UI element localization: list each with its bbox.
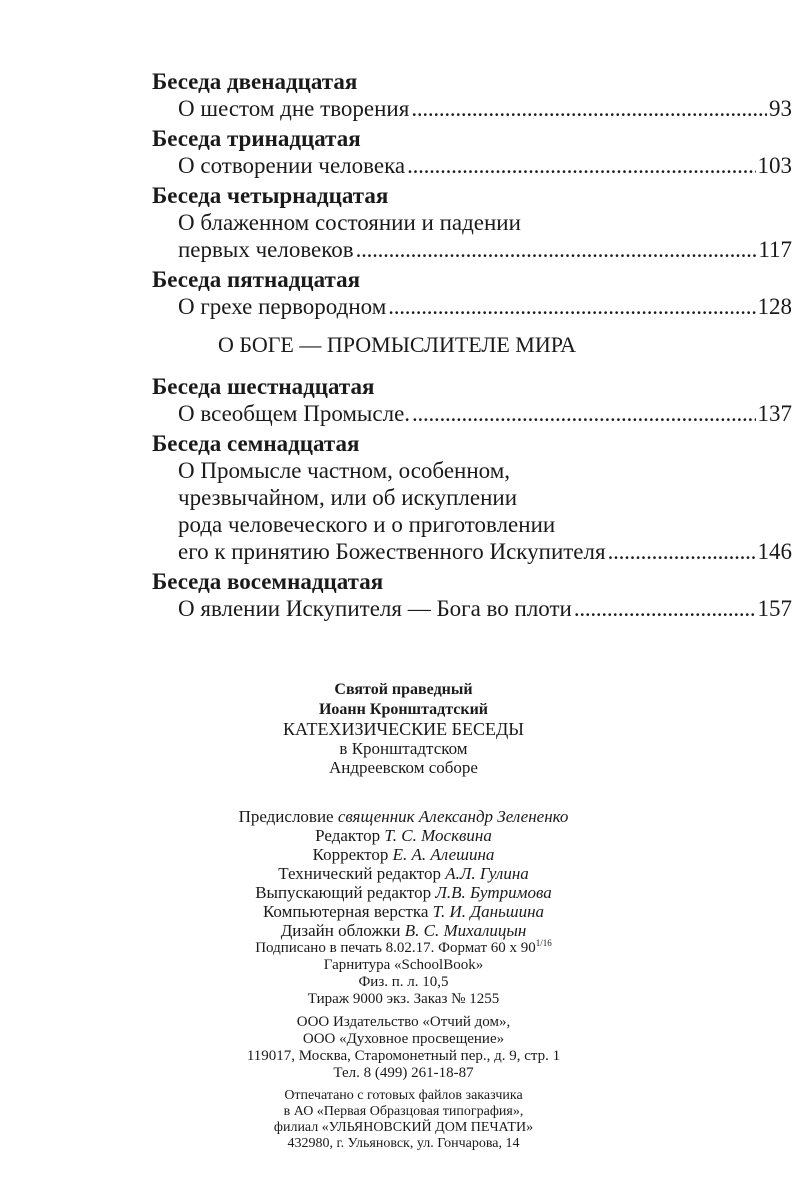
credit-line <box>0 845 807 864</box>
toc-entry <box>152 430 792 565</box>
credit-name: А.Л. Гулина <box>445 864 529 883</box>
page-number: 93 <box>769 96 792 121</box>
conversation-title <box>152 209 792 263</box>
printer-line-2: в АО «Первая Образцовая типография», <box>283 1104 524 1119</box>
credit-role: Предисловие <box>238 807 334 826</box>
title-line: первых человеков <box>178 237 354 262</box>
dot-leader <box>412 400 755 427</box>
printer-line-3: филиал «УЛЬЯНОВСКИЙ ДОМ ПЕЧАТИ» <box>273 1120 534 1135</box>
page-number: 137 <box>757 401 792 426</box>
credit-line <box>0 826 807 845</box>
book-subtitle-1: в Кронштадтском <box>339 739 468 758</box>
title-line: О всеобщем Промысле. <box>178 401 411 426</box>
conversation-heading: Беседа тринадцатая <box>152 126 361 151</box>
conversation-title <box>152 457 792 565</box>
phone-line: Тел. 8 (499) 261-18-87 <box>333 1065 474 1081</box>
page-number: 146 <box>757 539 792 564</box>
publisher-line-2: ООО «Духовное просвещение» <box>302 1031 505 1047</box>
publisher-line-1: ООО Издательство «Отчий дом», <box>296 1014 511 1030</box>
title-line: О явлении Искупителя — Бога во плоти <box>178 596 572 621</box>
print-run-line: Тираж 9000 экз. Заказ № 1255 <box>307 991 500 1007</box>
dot-leader <box>411 95 767 122</box>
title-last-line <box>178 538 792 565</box>
credit-line <box>0 807 807 826</box>
dot-leader <box>608 538 756 565</box>
conversation-title <box>152 152 792 179</box>
conversation-title <box>152 595 792 622</box>
title-line: чрезвычайном, или об искуплении <box>178 485 518 510</box>
author-line-1: Святой праведный <box>334 681 473 698</box>
dot-leader <box>388 293 755 320</box>
title-last-line <box>178 95 792 122</box>
page-number: 157 <box>757 596 792 621</box>
title-last-line <box>178 152 792 179</box>
toc-entry <box>152 373 792 427</box>
credit-role: Технический редактор <box>278 864 441 883</box>
credit-role: Корректор <box>312 845 389 864</box>
credit-name: Е. А. Алешина <box>392 845 495 864</box>
title-line: О Промысле частном, особенном, <box>178 458 511 483</box>
table-of-contents <box>152 68 792 625</box>
credit-line <box>0 864 807 883</box>
book-title: КАТЕХИЗИЧЕСКИЕ БЕСЕДЫ <box>283 719 524 739</box>
dot-leader <box>574 595 756 622</box>
title-last-line <box>178 400 792 427</box>
toc-part-1 <box>152 68 792 320</box>
credit-role: Компьютерная верстка <box>262 902 429 921</box>
signed-line: Подписано в печать 8.02.17. Формат 60 х $90^{1/16}$ <box>255 938 552 956</box>
imprint <box>0 680 807 1152</box>
title-line: О блаженном состоянии и падении <box>178 210 521 235</box>
conversation-title <box>152 400 792 427</box>
credit-line <box>0 921 807 940</box>
toc-entry <box>152 568 792 622</box>
credit-name: В. С. Михалицын <box>404 921 527 940</box>
credit-name: Т. С. Москвина <box>384 826 492 845</box>
title-line: О сотворении человека <box>178 153 406 178</box>
address-line: 119017, Москва, Старомонетный пер., д. 9, стр. 1 <box>246 1048 561 1064</box>
conversation-heading: Беседа восемнадцатая <box>152 569 384 594</box>
credit-role: Редактор <box>315 826 381 845</box>
section-title: О БОГЕ — ПРОМЫСЛИТЕЛЕ МИРА <box>217 332 577 357</box>
title-line: рода человеческого и о приготовлении <box>178 512 556 537</box>
credit-line <box>0 902 807 921</box>
toc-entry <box>152 68 792 122</box>
printer-line-4: 432980, г. Ульяновск, ул. Гончарова, 14 <box>287 1136 520 1151</box>
title-last-line <box>178 236 792 263</box>
page-number: 117 <box>758 237 792 262</box>
title-line: О грехе первородном <box>178 294 387 319</box>
book-subtitle-2: Андреевском соборе <box>329 758 478 777</box>
conversation-title <box>152 95 792 122</box>
conversation-heading: Беседа двенадцатая <box>152 69 358 94</box>
typeface-line: Гарнитура «SchoolBook» <box>323 957 484 973</box>
toc-entry <box>152 125 792 179</box>
page-number: 128 <box>757 294 792 319</box>
credit-role: Дизайн обложки <box>280 921 401 940</box>
conversation-heading: Беседа пятнадцатая <box>152 267 361 292</box>
conversation-heading: Беседа шестнадцатая <box>152 374 375 399</box>
credit-line <box>0 883 807 902</box>
title-line: его к принятию Божественного Искупителя <box>178 539 606 564</box>
conversation-title <box>152 293 792 320</box>
credit-name: Т. И. Даньшина <box>432 902 545 921</box>
dot-leader <box>356 236 757 263</box>
credit-role: Выпускающий редактор <box>255 883 432 902</box>
title-line: О шестом дне творения <box>178 96 410 121</box>
toc-part-2 <box>152 373 792 622</box>
credit-name: священник Александр Зелененко <box>337 807 569 826</box>
sheets-line: Физ. п. л. 10,5 <box>358 974 449 990</box>
title-last-line <box>178 595 792 622</box>
dot-leader <box>407 152 755 179</box>
toc-entry <box>152 266 792 320</box>
title-last-line <box>178 293 792 320</box>
credits-list <box>0 807 807 940</box>
author-line-2: Иоанн Кронштадтский <box>318 701 489 718</box>
conversation-heading: Беседа четырнадцатая <box>152 183 389 208</box>
conversation-heading: Беседа семнадцатая <box>152 431 360 456</box>
page-number: 103 <box>757 153 792 178</box>
toc-entry <box>152 182 792 263</box>
credit-name: Л.В. Бутримова <box>435 883 552 902</box>
printer-line-1: Отпечатано с готовых файлов заказчика <box>284 1088 523 1103</box>
